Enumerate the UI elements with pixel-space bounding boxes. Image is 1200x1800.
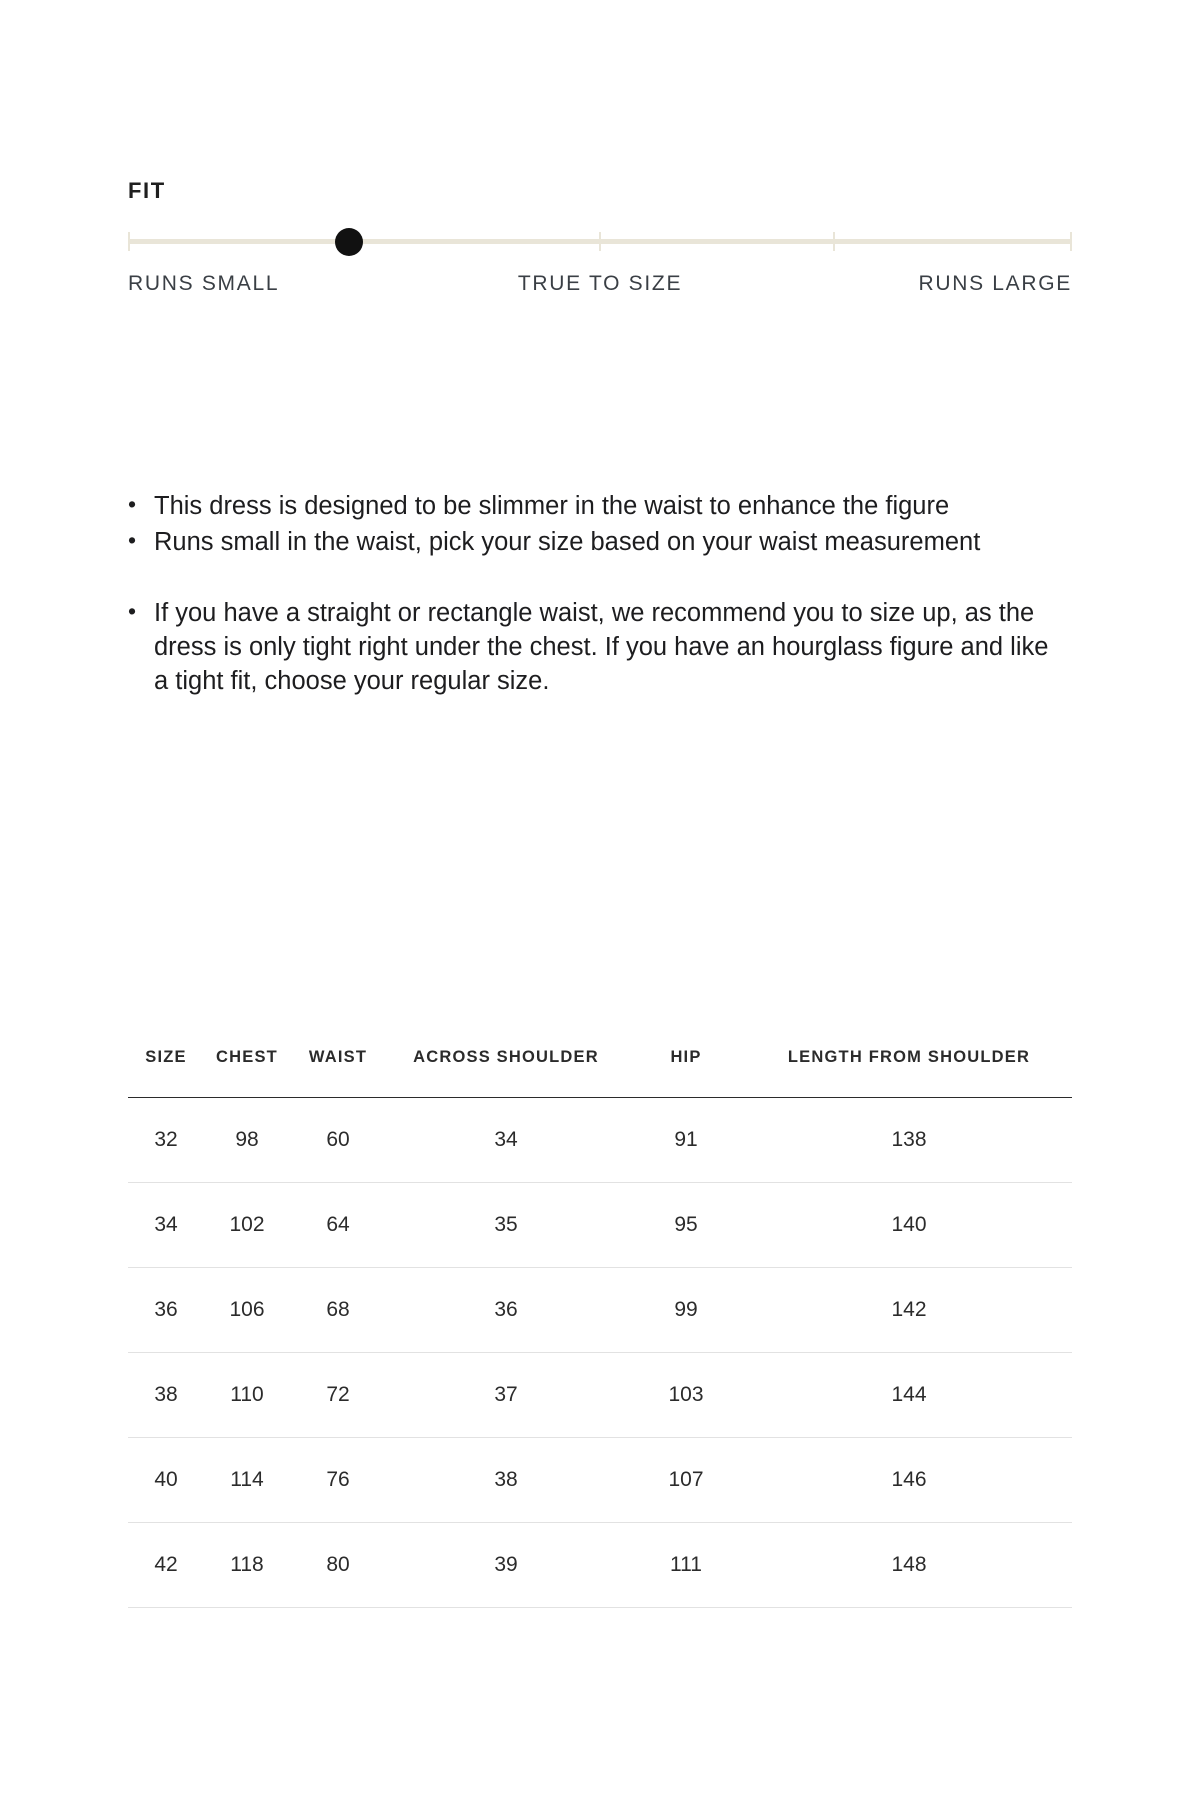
cell-size: 42: [128, 1523, 204, 1608]
cell-across-shoulder: 35: [386, 1183, 626, 1268]
cell-waist: 80: [290, 1523, 386, 1608]
cell-chest: 110: [204, 1353, 290, 1438]
fit-notes: [118, 490, 1058, 700]
cell-length-from-shoulder: 140: [746, 1183, 1072, 1268]
fit-scale-labels: [128, 272, 1072, 302]
column-header-waist: WAIST: [308, 1048, 368, 1066]
cell-waist: 60: [290, 1098, 386, 1183]
cell-length-from-shoulder: 144: [746, 1353, 1072, 1438]
fit-marker-dot: [335, 228, 363, 256]
cell-waist: 72: [290, 1353, 386, 1438]
cell-size: 32: [128, 1098, 204, 1183]
list-item: • If you have a straight or rectangle waist, we recommend you to size up, as the dress is only tight right under the chest. If you have an hourglass figure and like a tight fit, choose your regular size.: [118, 597, 1058, 698]
cell-length-from-shoulder: 138: [746, 1098, 1072, 1183]
fit-tick-start: [128, 232, 130, 251]
table-header-row: [128, 1048, 1072, 1098]
cell-chest: 106: [204, 1268, 290, 1353]
cell-chest: 98: [204, 1098, 290, 1183]
column-header-length-from-shoulder: LENGTH FROM SHOULDER: [787, 1048, 1031, 1066]
cell-waist: 64: [290, 1183, 386, 1268]
cell-waist: 68: [290, 1268, 386, 1353]
fit-tick-middle-left: [599, 232, 601, 251]
table-row: [128, 1098, 1072, 1183]
cell-across-shoulder: 34: [386, 1098, 626, 1183]
size-chart-header: [128, 1048, 1072, 1098]
cell-hip: 111: [626, 1523, 746, 1608]
cell-chest: 102: [204, 1183, 290, 1268]
cell-size: 40: [128, 1438, 204, 1523]
column-header-chest: CHEST: [216, 1048, 278, 1066]
list-item: • Runs small in the waist, pick your size based on your waist measurement: [118, 526, 1058, 560]
cell-size: 38: [128, 1353, 204, 1438]
fit-title: FIT: [128, 178, 166, 203]
fit-tick-end: [1070, 232, 1072, 251]
table-row: [128, 1523, 1072, 1608]
cell-chest: 114: [204, 1438, 290, 1523]
table-row: [128, 1268, 1072, 1353]
cell-size: 36: [128, 1268, 204, 1353]
fit-label-true-to-size: TRUE TO SIZE: [517, 272, 683, 295]
cell-chest: 118: [204, 1523, 290, 1608]
fit-notes-group-secondary: [118, 597, 1058, 698]
column-header-size: SIZE: [145, 1048, 187, 1066]
fit-section: [128, 178, 1072, 302]
fit-tick-middle-right: [833, 232, 835, 251]
cell-size: 34: [128, 1183, 204, 1268]
cell-length-from-shoulder: 148: [746, 1523, 1072, 1608]
cell-hip: 103: [626, 1353, 746, 1438]
table-row: [128, 1353, 1072, 1438]
cell-hip: 99: [626, 1268, 746, 1353]
fit-notes-group-primary: [118, 490, 1058, 559]
cell-hip: 91: [626, 1098, 746, 1183]
size-chart-table: [128, 1048, 1072, 1608]
cell-across-shoulder: 39: [386, 1523, 626, 1608]
table-row: [128, 1438, 1072, 1523]
cell-hip: 107: [626, 1438, 746, 1523]
fit-label-runs-small: RUNS SMALL: [128, 272, 280, 295]
fit-label-runs-large: RUNS LARGE: [918, 272, 1072, 295]
column-header-hip: HIP: [670, 1048, 702, 1066]
size-chart-body: [128, 1098, 1072, 1608]
cell-hip: 95: [626, 1183, 746, 1268]
cell-waist: 76: [290, 1438, 386, 1523]
cell-length-from-shoulder: 142: [746, 1268, 1072, 1353]
cell-across-shoulder: 36: [386, 1268, 626, 1353]
size-chart-section: [128, 1048, 1072, 1608]
cell-across-shoulder: 38: [386, 1438, 626, 1523]
list-item: • This dress is designed to be slimmer in the waist to enhance the figure: [118, 490, 1058, 524]
fit-scale: [128, 228, 1072, 254]
cell-length-from-shoulder: 146: [746, 1438, 1072, 1523]
column-header-across-shoulder: ACROSS SHOULDER: [413, 1048, 599, 1066]
table-row: [128, 1183, 1072, 1268]
cell-across-shoulder: 37: [386, 1353, 626, 1438]
